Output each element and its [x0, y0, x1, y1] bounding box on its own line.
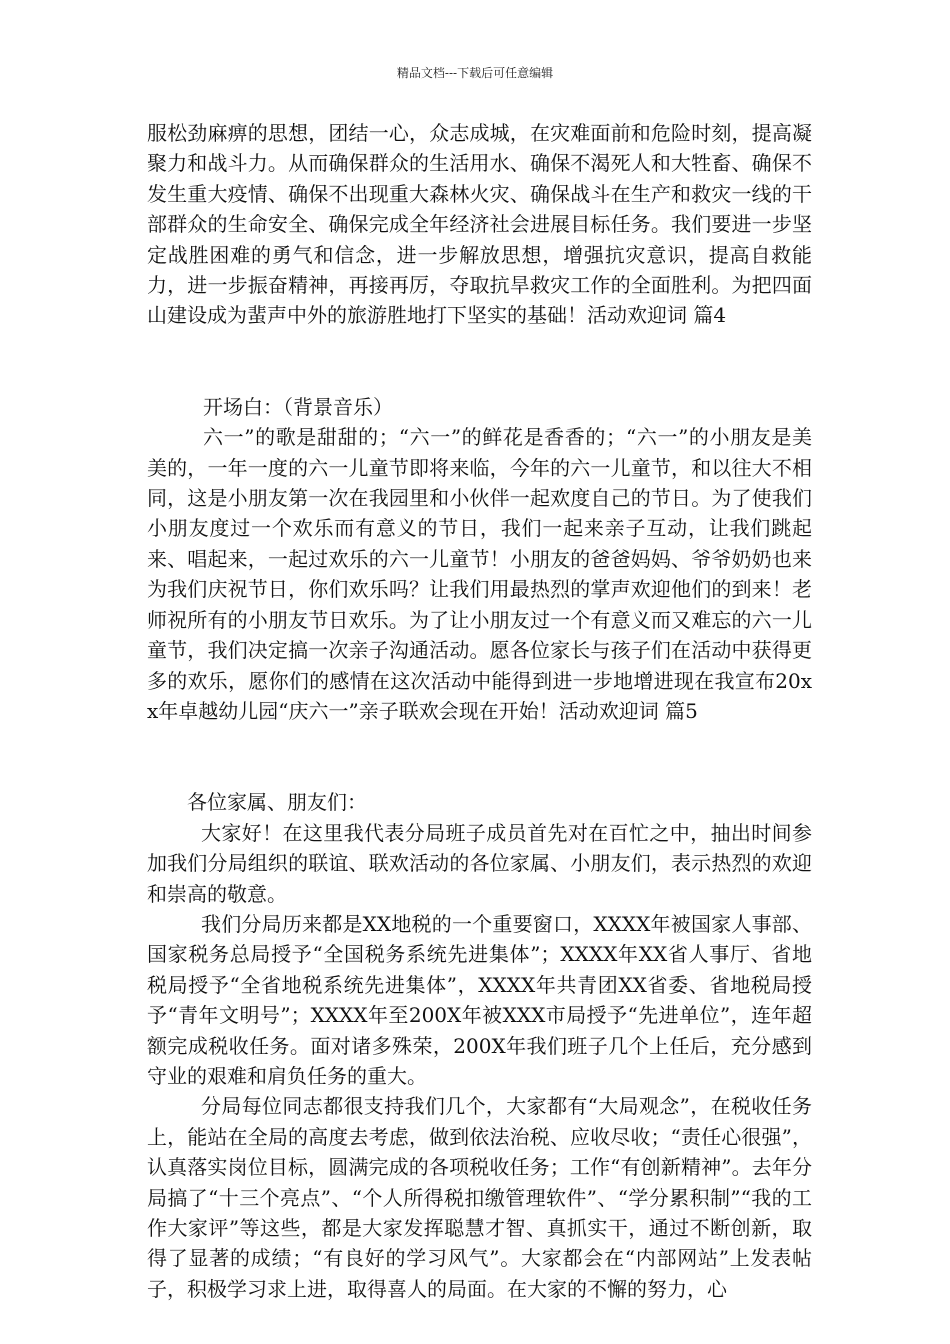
paragraph-disaster-relief: 服松劲麻痹的思想，团结一心，众志成城，在灾难面前和危险时刻，提高凝聚力和战斗力。从而确保群众的生活用水、确保不渴死人和大牲畜、确保不发生重大疫情、确保不出现重大森林火灾、确保战斗在生产和救灾一线的干部群众的生命安全、确保完成全年经济社会进展目标任务。我们要进一步坚定战胜困难的勇气和信念，进一步解放思想，增强抗灾意识，提高自救能力，进一步振奋精神，再接再厉，夺取抗旱救灾工作的全面胜利。为把四面山建设成为蜚声中外的旅游胜地打下坚实的基础！活动欢迎词 篇4: [147, 121, 812, 328]
paragraph-childrens-day: 六一”的歌是甜甜的；“六一”的鲜花是香香的；“六一”的小朋友是美美的，一年一度的六一儿童节即将来临，今年的六一儿童节，和以往大不相同，这是小朋友第一次在我园里和小伙伴一起欢度自己的节日。为了使我们小朋友度过一个欢乐而有意义的节日，我们一起来亲子互动，让我们跳起来、唱起来，一起过欢乐的六一儿童节！小朋友的爸爸妈妈、爷爷奶奶也来为我们庆祝节日，你们欢乐吗？让我们用最热烈的掌声欢迎他们的到来！老师祝所有的小朋友节日欢乐。为了让小朋友过一个有意义而又难忘的六一儿童节，我们决定搞一次亲子沟通活动。愿各位家长与孩子们在活动中获得更多的欢乐，愿你们的感情在这次活动中能得到进一步地增进现在我宣布20xx年卓越幼儿园“庆六一”亲子联欢会现在开始！活动欢迎词 篇5: [147, 425, 812, 723]
paragraph-welcome: 大家好！在这里我代表分局班子成员首先对在百忙之中，抽出时间参加我们分局组织的联谊、联欢活动的各位家属、小朋友们，表示热烈的欢迎和崇高的敬意。: [147, 820, 812, 906]
paragraph-bureau-history: 我们分局历来都是XX地税的一个重要窗口，XXXX年被国家人事部、国家税务总局授予“全国税务系统先进集体”；XXXX年XX省人事厅、省地税局授予“全省地税系统先进集体”，XXXX年共青团XX省委、省地税局授予“青年文明号”；XXXX年至200X年被XXX市局授予“先进单位”，连年超额完成税收任务。面对诸多殊荣，200X年我们班子几个上任后，充分感到守业的艰难和肩负任务的重大。: [147, 911, 812, 1088]
document-body: [147, 118, 812, 1304]
paragraph-gap: [147, 726, 812, 787]
paragraph-opening-remarks: 开场白：（背景音乐）: [203, 394, 393, 419]
paragraph-staff-support: 分局每位同志都很支持我们几个，大家都有“大局观念”，在税收任务上，能站在全局的高度去考虑，做到依法治税、应收尽收；“责任心很强”，认真落实岗位目标，圆满完成的各项税收任务；工作“有创新精神”。去年分局搞了“十三个亮点”、“个人所得税扣缴管理软件”、“学分累积制”“我的工作大家评”等这些，都是大家发挥聪慧才智、真抓实干，通过不断创新，取得了显著的成绩；“有良好的学习风气”。大家都会在“内部网站”上发表帖子，积极学习求上进，取得喜人的局面。在大家的不懈的努力，心: [147, 1094, 812, 1301]
page-header: 精品文档---下载后可任意编辑: [396, 66, 554, 80]
paragraph-gap: [147, 331, 812, 392]
paragraph-greeting: 各位家属、朋友们：: [187, 790, 367, 815]
